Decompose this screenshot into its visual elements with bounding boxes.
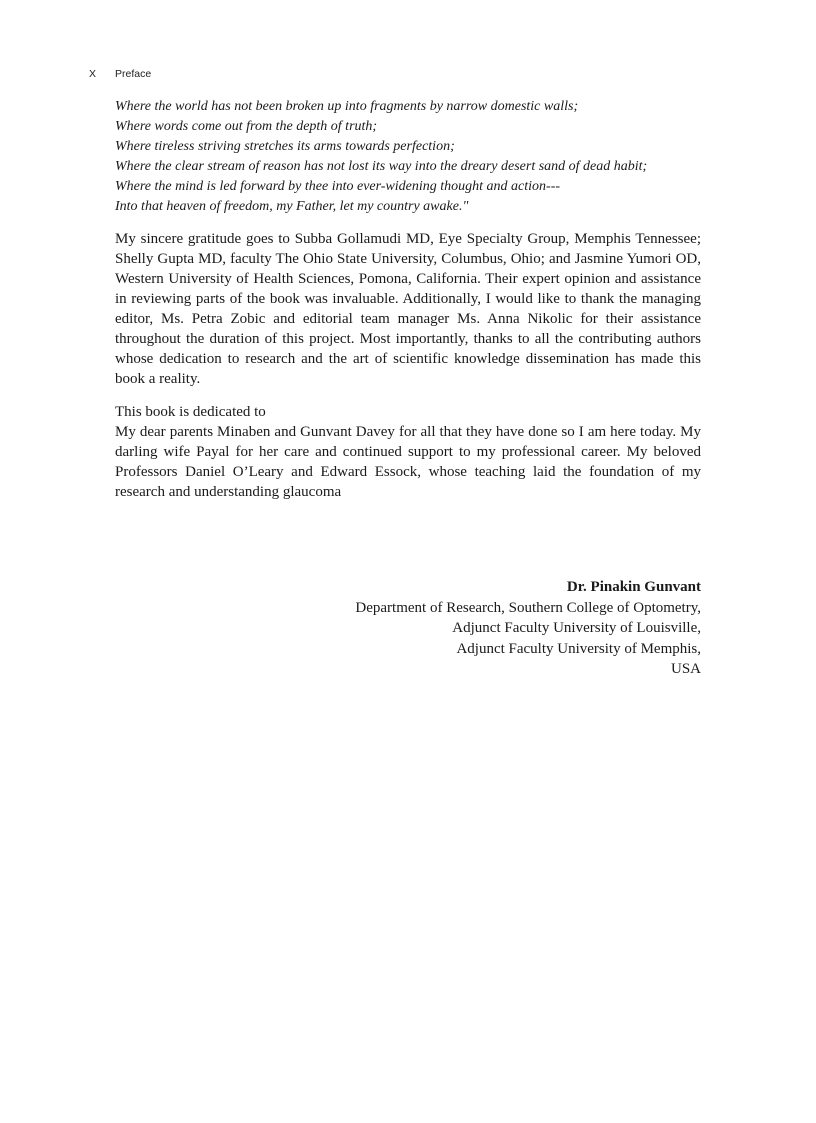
page-body: [115, 97, 701, 502]
poem-line: Where the clear stream of reason has not lost its way into the dreary desert sand of dead habit;: [115, 159, 648, 174]
signature-block: [355, 577, 701, 680]
dedication-text: My dear parents Minaben and Gunvant Davey for all that they have done so I am here today. My darling wife Payal for her care and continued support to my professional career. My beloved Professors Daniel O’Leary and Edward Essock, whose teaching laid the foundation of my research and understanding glaucoma: [115, 424, 701, 500]
affiliation-line: Adjunct Faculty University of Louisville,: [452, 620, 701, 636]
dedication-intro: This book is dedicated to: [115, 404, 266, 420]
poem-line: Where tireless striving stretches its arms towards perfection;: [115, 139, 455, 154]
poem-line: Where the mind is led forward by thee into ever-widening thought and action---: [115, 179, 561, 194]
dedication-block: [115, 402, 701, 502]
running-header: [89, 68, 151, 80]
poem-line: Where the world has not been broken up into fragments by narrow domestic walls;: [115, 99, 579, 114]
affiliation-line: Department of Research, Southern College of Optometry,: [355, 599, 701, 616]
section-title: Preface: [115, 68, 152, 80]
acknowledgement-paragraph: My sincere gratitude goes to Subba Gollamudi MD, Eye Specialty Group, Memphis Tennessee; Shelly Gupta MD, faculty The Ohio State University, Columbus, Ohio; and Jasmine Yumori OD, Western University of Health Sciences, Pomona, California. Their expert opinion and assistance in reviewing parts of the book was invaluable. Additionally, I would like to thank the managing editor, Ms. Petra Zobic and editorial team manager Ms. Anna Nikolic for their assistance throughout the duration of this project. Most importantly, thanks to all the contributing authors whose dedication to research and the art of scientific knowledge dissemination has made this book a reality.: [115, 231, 701, 387]
affiliation-line: USA: [670, 661, 701, 677]
page-number: X: [89, 68, 97, 80]
poem-line: Where words come out from the depth of truth;: [115, 119, 378, 134]
affiliation-line: Adjunct Faculty University of Memphis,: [456, 640, 701, 657]
poem-line: Into that heaven of freedom, my Father, let my country awake.": [115, 199, 469, 214]
poem-quote: [115, 97, 701, 217]
author-name: Dr. Pinakin Gunvant: [566, 579, 701, 595]
